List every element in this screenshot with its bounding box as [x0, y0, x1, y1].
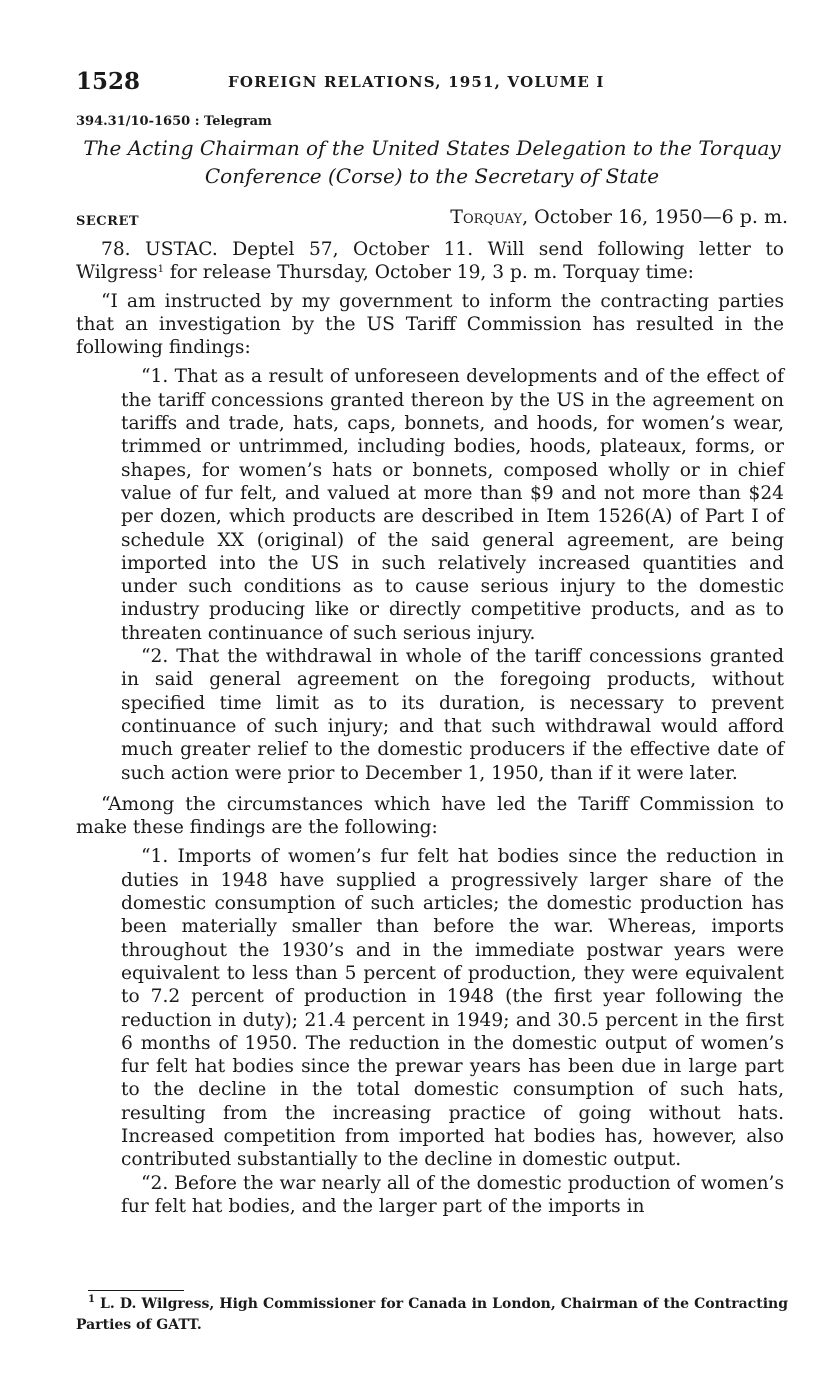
- running-head: [76, 68, 786, 98]
- date: , October 16, 1950—6 p. m.: [522, 206, 788, 228]
- opening-text-continued: for release Thursday, October 19, 3 p. m. Torquay time:: [163, 262, 694, 284]
- document-heading: [76, 134, 788, 190]
- circumstance-2: “2. Before the war nearly all of the domestic production of women’s fur felt hat bodies, and the larger part of the imports in: [121, 1172, 784, 1217]
- opening-paragraph: [76, 238, 784, 285]
- place-and-date: [450, 206, 788, 228]
- heading-line-2: Conference (Corse) to the Secretary of State: [204, 164, 660, 188]
- dateline: [76, 206, 788, 232]
- page-number: 1528: [76, 68, 141, 95]
- finding-2: “2. That the withdrawal in whole of the tariff concessions granted in said general agreement on the foregoing products, without specified time limit as to its duration, is necessary to prevent continuance of such injury; and that such withdrawal would afford much greater relief to the domestic producers if the effective date of such action were prior to December 1, 1950, than if it were later.: [121, 646, 784, 784]
- opening-text: 78. USTAC. Deptel 57, October 11. Will send following letter to Wilgress: [76, 239, 784, 284]
- heading-line-1: The Acting Chairman of the United States Delegation to the Torquay: [83, 136, 781, 160]
- finding-1: “1. That as a result of unforeseen developments and of the effect of the tariff concessions granted thereon by the US in the agreement on tariffs and trade, hats, caps, bonnets, and hoods, for women’s wear, trimmed or untrimmed, including bodies, hoods, plateaux, forms, or shapes, for women’s hats or bonnets, composed wholly or in chief value of fur felt, and valued at more than $9 and not more than $24 per dozen, which products are described in Item 1526(A) of Part I of schedule XX (original) of the said general agreement, are being imported into the US in such relatively increased quantities and under such conditions as to cause serious injury to the domestic industry producing like or directly competitive products, and as to threaten continuance of such serious injury.: [121, 366, 784, 644]
- circumstance-1: “1. Imports of women’s fur felt hat bodies since the reduction in duties in 1948 have supplied a progressively larger share of the domestic consumption of such articles; the domestic production has been materially smaller than before the war. Whereas, imports throughout the 1930’s and in the immediate postwar years were equivalent to less than 5 percent of production, they were equivalent to 7.2 percent of production in 1948 (the first year following the reduction in duty); 21.4 percent in 1949; and 30.5 percent in the first 6 months of 1950. The reduction in the domestic output of women’s fur felt hat bodies since the prewar years has been due in large part to the decline in the total domestic consumption of such hats, resulting from the increasing practice of going without hats. Increased competition from imported hat bodies has, however, also contributed substantially to the decline in domestic output.: [121, 846, 784, 1171]
- footnote-marker: 1: [88, 1294, 95, 1305]
- footnote-reference: 1: [157, 264, 164, 276]
- letter-paragraph-2: “Among the circumstances which have led the Tariff Commission to make these findings are the following:: [76, 793, 784, 839]
- classification-marking: SECRET: [76, 214, 140, 229]
- running-title: FOREIGN RELATIONS, 1951, VOLUME I: [228, 73, 605, 91]
- footnote: [76, 1294, 788, 1336]
- letter-paragraph-1: “I am instructed by my government to inform the contracting parties that an investigation by the US Tariff Commission has resulted in the following findings:: [76, 290, 784, 359]
- telegram-body: [76, 238, 784, 1218]
- footnote-rule: [88, 1290, 184, 1291]
- document-file-id: 394.31/10-1650 : Telegram: [76, 114, 272, 129]
- place: Torquay: [450, 206, 523, 228]
- footnote-text: L. D. Wilgress, High Commissioner for Canada in London, Chairman of the Contracting Parties of GATT.: [76, 1296, 788, 1333]
